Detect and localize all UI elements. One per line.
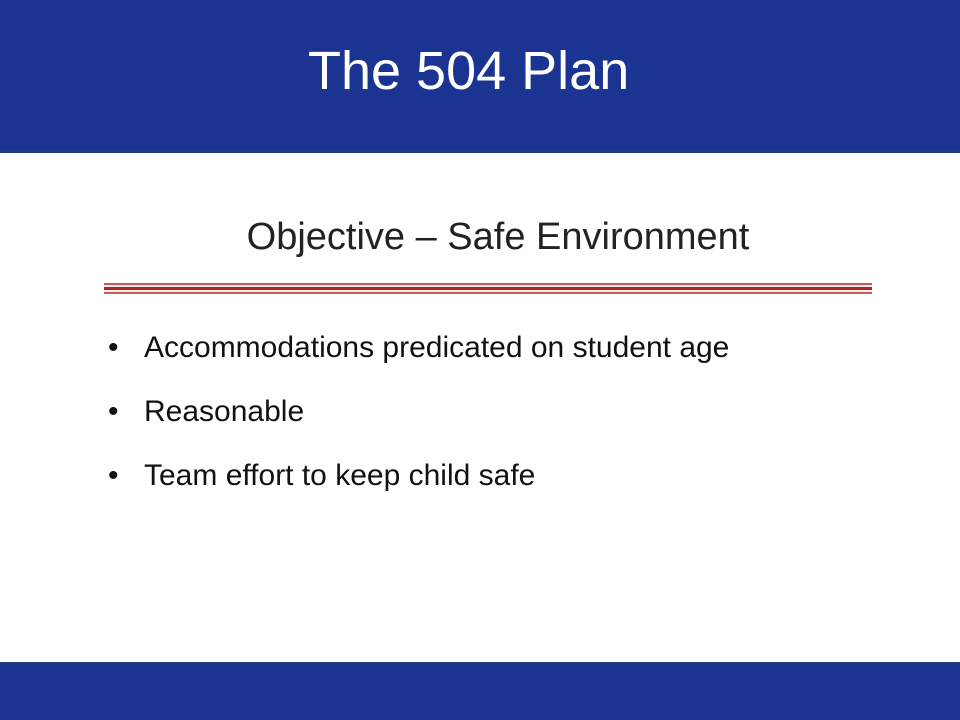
title-banner bbox=[0, 0, 960, 153]
bullet-item bbox=[108, 333, 729, 397]
bullet-item bbox=[108, 397, 729, 461]
bullet-icon: • bbox=[108, 395, 119, 428]
divider-rule bbox=[104, 283, 872, 295]
bullet-list bbox=[108, 333, 729, 525]
bullet-icon: • bbox=[108, 331, 119, 364]
slide-subtitle: Objective – Safe Environment bbox=[246, 216, 750, 258]
bullet-text: Reasonable bbox=[144, 395, 305, 428]
footer-banner bbox=[0, 662, 960, 720]
bullet-text: Accommodations predicated on student age bbox=[144, 331, 730, 364]
slide-title: The 504 Plan bbox=[308, 41, 630, 101]
bullet-icon: • bbox=[108, 459, 119, 492]
bullet-item bbox=[108, 461, 729, 525]
bullet-text: Team effort to keep child safe bbox=[144, 459, 536, 492]
